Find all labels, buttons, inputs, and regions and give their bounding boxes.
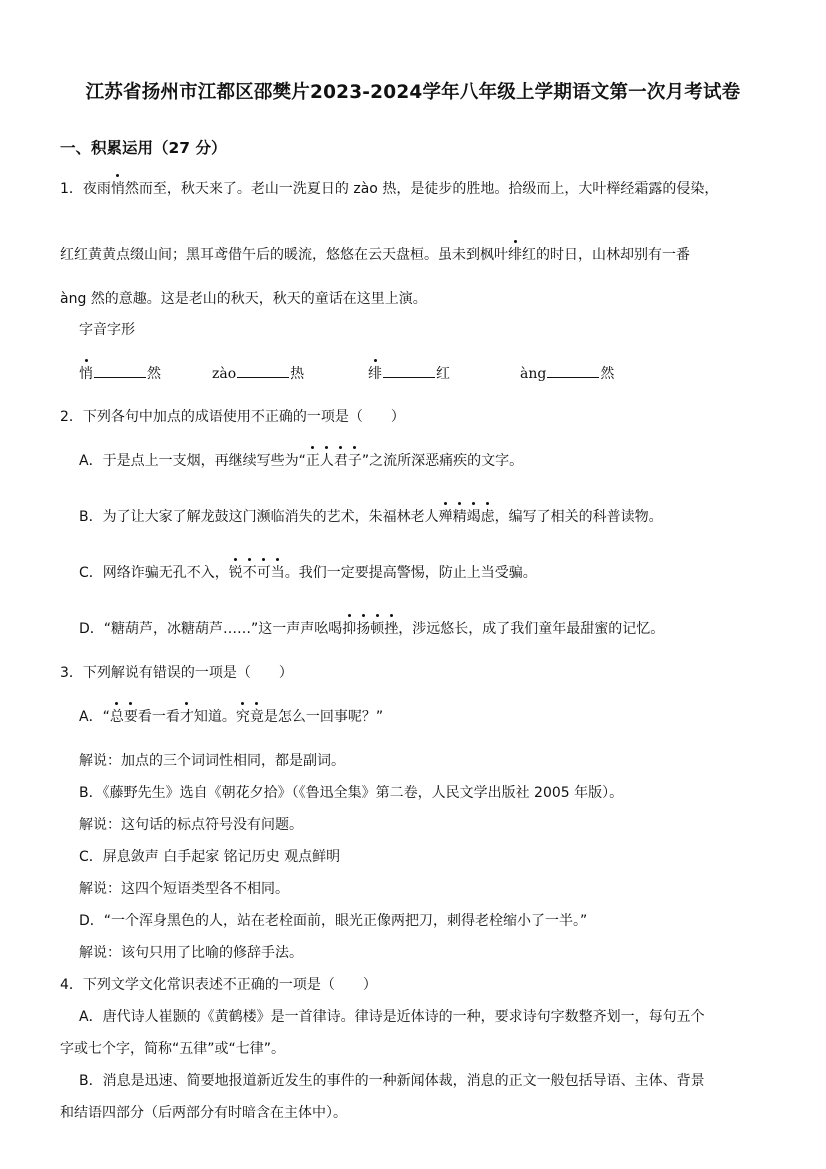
q1-text: 然而至，秋天来了。老山一洗夏日的 zào 热，是徒步的胜地。拾级而上，大叶榉经霜露的侵染，	[124, 181, 719, 197]
q2-option-a[interactable]	[79, 451, 523, 471]
option-text: A．“	[79, 709, 110, 725]
fill-tail: 热	[290, 366, 305, 382]
q4-option-a-line-2: 字或七个字，简称“五律”或“七律”。	[60, 1041, 286, 1057]
dotted-char: 要	[123, 709, 138, 725]
q1-line-3: àng 然的意趣。这是老山的秋天，秋天的童话在这里上演。	[60, 291, 427, 307]
q3-explanation-d: 解说：该句只用了比喻的修辞手法。	[79, 945, 303, 961]
fill-tail: 然	[600, 366, 615, 382]
q1-text: 红的时日，山林却别有一番	[522, 247, 690, 263]
fill-pinyin: àng	[520, 366, 547, 382]
fill-char: 绯	[368, 366, 382, 382]
option-text: D．“糖葫芦，冰糖葫芦……”这一声声吆喝	[79, 621, 343, 637]
option-text: ，涉远悠长，成了我们童年最甜蜜的记忆。	[398, 621, 665, 637]
q1-text: 1．夜雨	[60, 181, 111, 197]
dotted-char: 不	[242, 565, 257, 581]
q1-dotted-char: 悄	[110, 181, 125, 197]
dotted-char: 究	[235, 709, 250, 725]
q1-line-1	[60, 179, 718, 199]
answer-blank[interactable]	[383, 363, 435, 378]
dotted-char: 竭	[466, 509, 481, 525]
dotted-char: 锐	[228, 565, 243, 581]
option-text: B．为了让大家了解龙鼓这门濒临消失的艺术，朱福林老人	[79, 509, 439, 525]
q1-subheading: 字音字形	[79, 322, 135, 338]
fill-tail: 红	[436, 366, 450, 382]
fill-char: 悄	[79, 366, 93, 382]
dotted-char: 虑	[480, 509, 495, 525]
q3-explanation-b: 解说：这句话的标点符号没有问题。	[79, 817, 303, 833]
dotted-char: 正	[305, 453, 320, 469]
dotted-char: 精	[452, 509, 467, 525]
fill-item-4	[520, 363, 614, 384]
dotted-char: 竟	[249, 709, 264, 725]
dotted-char: 当	[270, 565, 285, 581]
dotted-char: 人	[319, 453, 334, 469]
exam-title: 江苏省扬州市江都区邵樊片2023-2024学年八年级上学期语文第一次月考试卷	[85, 82, 741, 103]
dotted-char: 顿	[370, 621, 385, 637]
option-text: 是怎么一回事呢？”	[263, 709, 384, 725]
fill-pinyin: zào	[212, 366, 237, 382]
q2-option-b[interactable]	[79, 507, 663, 527]
dotted-char: 殚	[438, 509, 453, 525]
q4-stem: 4．下列文学文化常识表述不正确的一项是（ ）	[60, 977, 377, 993]
option-text: A．于是点上一支烟，再继续写些为“	[79, 453, 306, 469]
q4-option-b-line-2: 和结语四部分（后两部分有时暗含在主体中）。	[60, 1105, 347, 1121]
option-text: ，编写了相关的科普读物。	[494, 509, 663, 525]
answer-blank[interactable]	[94, 363, 146, 378]
dotted-char: 可	[256, 565, 271, 581]
q3-explanation-a: 解说：加点的三个词词性相同，都是副词。	[79, 753, 345, 769]
dotted-char: 扬	[356, 621, 371, 637]
dotted-char: 子	[347, 453, 362, 469]
q3-option-c[interactable]: C．屏息敛声 白手起家 铭记历史 观点鲜明	[79, 849, 341, 865]
option-text: 知道。	[193, 709, 236, 725]
option-text: ”之流所深恶痛疾的文字。	[361, 453, 524, 469]
option-text: C．网络诈骗无孔不入，	[79, 565, 229, 581]
q2-stem: 2．下列各句中加点的成语使用不正确的一项是（ ）	[60, 409, 405, 425]
fill-tail: 然	[147, 366, 161, 382]
q3-stem: 3．下列解说有错误的一项是（ ）	[60, 665, 293, 681]
q1-dotted-char: 绯	[508, 247, 522, 263]
answer-blank[interactable]	[547, 363, 599, 378]
q3-explanation-c: 解说：这四个短语类型各不相同。	[79, 881, 289, 897]
q3-option-b[interactable]: B．《藤野先生》选自《朝花夕拾》（《鲁迅全集》第二卷，人民文学出版社 2005 年版）。	[79, 785, 624, 801]
fill-item-1	[79, 363, 161, 384]
q2-option-d[interactable]	[79, 619, 664, 639]
q4-option-a-line-1[interactable]: A．唐代诗人崔颢的《黄鹤楼》是一首律诗。律诗是近体诗的一种，要求诗句字数整齐划一，每句五个	[79, 1009, 705, 1025]
fill-item-2	[212, 363, 304, 384]
fill-item-3	[368, 363, 450, 384]
dotted-char: 君	[333, 453, 348, 469]
option-text: 。我们一定要提高警惕，防止上当受骗。	[284, 565, 537, 581]
q4-option-b-line-1[interactable]: B．消息是迅速、简要地报道新近发生的事件的一种新闻体裁，消息的正文一般包括导语、主体、背景	[79, 1073, 705, 1089]
dotted-char: 挫	[384, 621, 399, 637]
dotted-char: 总	[109, 709, 124, 725]
option-text: 看一看	[137, 709, 180, 725]
answer-blank[interactable]	[237, 363, 289, 378]
q3-option-d[interactable]: D．“一个浑身黑色的人，站在老栓面前，眼光正像两把刀，刺得老栓缩小了一半。”	[79, 913, 588, 929]
q1-line-2	[60, 245, 690, 265]
q1-text: 红红黄黄点缀山间；黑耳鸢借午后的暖流，悠悠在云天盘桓。虽未到枫叶	[60, 247, 508, 263]
dotted-char: 抑	[342, 621, 357, 637]
dotted-char: 才	[179, 709, 194, 725]
section-heading: 一、积累运用（27 分）	[60, 139, 227, 157]
q2-option-c[interactable]	[79, 563, 537, 583]
q3-option-a[interactable]	[79, 707, 383, 727]
